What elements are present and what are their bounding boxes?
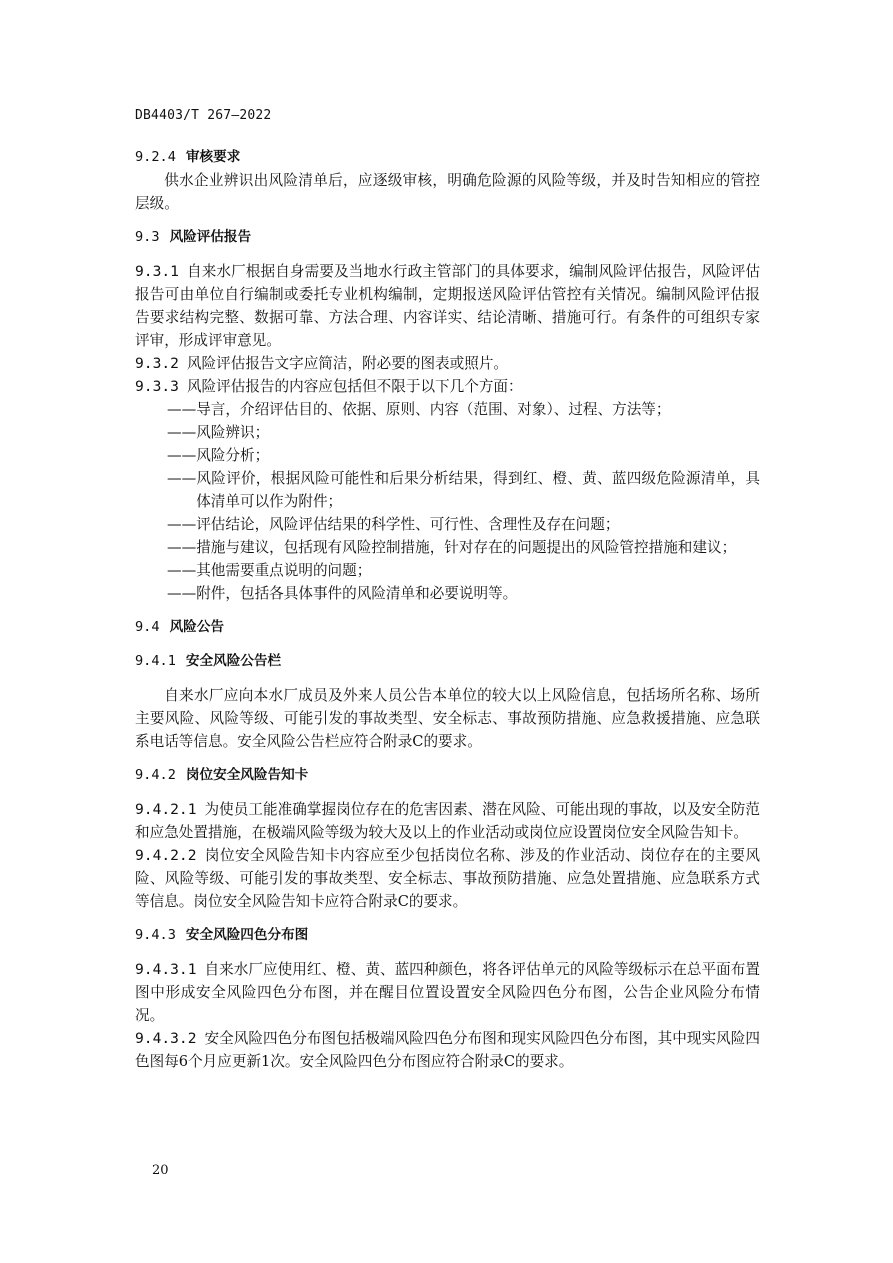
- heading-title: 安全风险四色分布图: [185, 927, 309, 943]
- clause-9-4-3-2: [135, 1027, 760, 1073]
- list-item: ——措施与建议，包括现有风险控制措施，针对存在的问题提出的风险管控措施和建议；: [167, 539, 737, 556]
- clause-text: 岗位安全风险告知卡内容应至少包括岗位名称、涉及的作业活动、岗位存在的主要风险、风险等级、可能引发的事故类型、安全标志、事故预防措施、应急处置措施、应急联系方式等信息。岗位安全风险告知卡应符合附录C的要求。: [135, 847, 760, 910]
- heading-title: 安全风险公告栏: [185, 653, 282, 669]
- page-number: 20: [152, 1163, 169, 1178]
- clause-number: 9.4.2.1: [135, 801, 197, 818]
- heading-title: 风险评估报告: [169, 229, 252, 245]
- clause-text: 风险评估报告文字应简洁，附必要的图表或照片。: [186, 355, 509, 372]
- clause-text: 为使员工能准确掌握岗位存在的危害因素、潜在风险、可能出现的事故，以及安全防范和应急处置措施，在极端风险等级为较大及以上的作业活动或岗位应设置岗位安全风险告知卡。: [135, 801, 760, 841]
- clause-number: 9.3.2: [135, 355, 179, 372]
- clause-9-4-2-1: [135, 798, 760, 844]
- heading-number: 9.3: [135, 229, 160, 245]
- heading-title: 风险公告: [169, 619, 224, 635]
- list-item: ——附件，包括各具体事件的风险清单和必要说明等。: [167, 585, 518, 602]
- heading-number: 9.4.1: [135, 653, 176, 669]
- clause-number: 9.3.3: [135, 378, 179, 395]
- list-item: ——风险分析；: [167, 447, 270, 464]
- heading-number: 9.4.2: [135, 767, 176, 783]
- heading-title: 岗位安全风险告知卡: [185, 767, 309, 783]
- heading-9-4-3: [135, 924, 760, 947]
- list-item: ——风险辨识；: [167, 424, 270, 441]
- heading-9-3: [135, 226, 760, 249]
- clause-text: 自来水厂根据自身需要及当地水行政主管部门的具体要求，编制风险评估报告，风险评估报告可由单位自行编制或委托专业机构编制，定期报送风险评估管控有关情况。编制风险评估报告要求结构完整、数据可靠、方法合理、内容详实、结论清晰、措施可行。有条件的可组织专家评审，形成评审意见。: [135, 263, 760, 349]
- heading-9-4-2: [135, 764, 760, 787]
- list-item: ——导言，介绍评估目的、依据、原则、内容（范围、对象）、过程、方法等；: [167, 401, 671, 418]
- clause-text: 自来水厂应使用红、橙、黄、蓝四种颜色，将各评估单元的风险等级标示在总平面布置图中形成安全风险四色分布图，并在醒目位置设置安全风险四色分布图，公告企业风险分布情况。: [135, 961, 760, 1024]
- clause-9-4-3-1: [135, 958, 760, 1027]
- clause-9-3-2: [135, 352, 760, 375]
- heading-number: 9.4: [135, 619, 160, 635]
- clause-number: 9.4.2.2: [135, 847, 197, 864]
- list-item: ——评估结论，风险评估结果的科学性、可行性、含理性及存在问题；: [167, 516, 620, 533]
- heading-number: 9.2.4: [135, 149, 176, 165]
- clause-text: 风险评估报告的内容应包括但不限于以下几个方面：: [186, 378, 523, 395]
- paragraph-9-4-1: 自来水厂应向本水厂成员及外来人员公告本单位的较大以上风险信息，包括场所名称、场所主要风险、风险等级、可能引发的事故类型、安全标志、事故预防措施、应急救援措施、应急联系电话等信息。安全风险公告栏应符合附录C的要求。: [135, 687, 760, 750]
- heading-9-2-4: [135, 146, 760, 169]
- clause-text: 安全风险四色分布图包括极端风险四色分布图和现实风险四色分布图，其中现实风险四色图每6个月应更新1次。安全风险四色分布图应符合附录C的要求。: [135, 1030, 760, 1070]
- clause-9-4-2-2: [135, 844, 760, 913]
- clause-9-3-3: [135, 375, 760, 398]
- heading-9-4: [135, 616, 760, 639]
- clause-number: 9.4.3.2: [135, 1030, 197, 1047]
- clause-number: 9.3.1: [135, 263, 179, 280]
- heading-9-4-1: [135, 650, 760, 673]
- clause-9-3-1: [135, 260, 760, 352]
- heading-title: 审核要求: [185, 149, 241, 165]
- document-id-header: DB4403/T 267—2022: [135, 108, 272, 123]
- document-body: [135, 146, 760, 1073]
- paragraph-9-2-4: 供水企业辨识出风险清单后，应逐级审核，明确危险源的风险等级，并及时告知相应的管控层级。: [135, 172, 760, 212]
- list-item: ——其他需要重点说明的问题；: [167, 562, 372, 579]
- heading-number: 9.4.3: [135, 927, 176, 943]
- clause-number: 9.4.3.1: [135, 961, 197, 978]
- list-item: ——风险评价，根据风险可能性和后果分析结果，得到红、橙、黄、蓝四级危险源清单，具体清单可以作为附件；: [167, 470, 760, 510]
